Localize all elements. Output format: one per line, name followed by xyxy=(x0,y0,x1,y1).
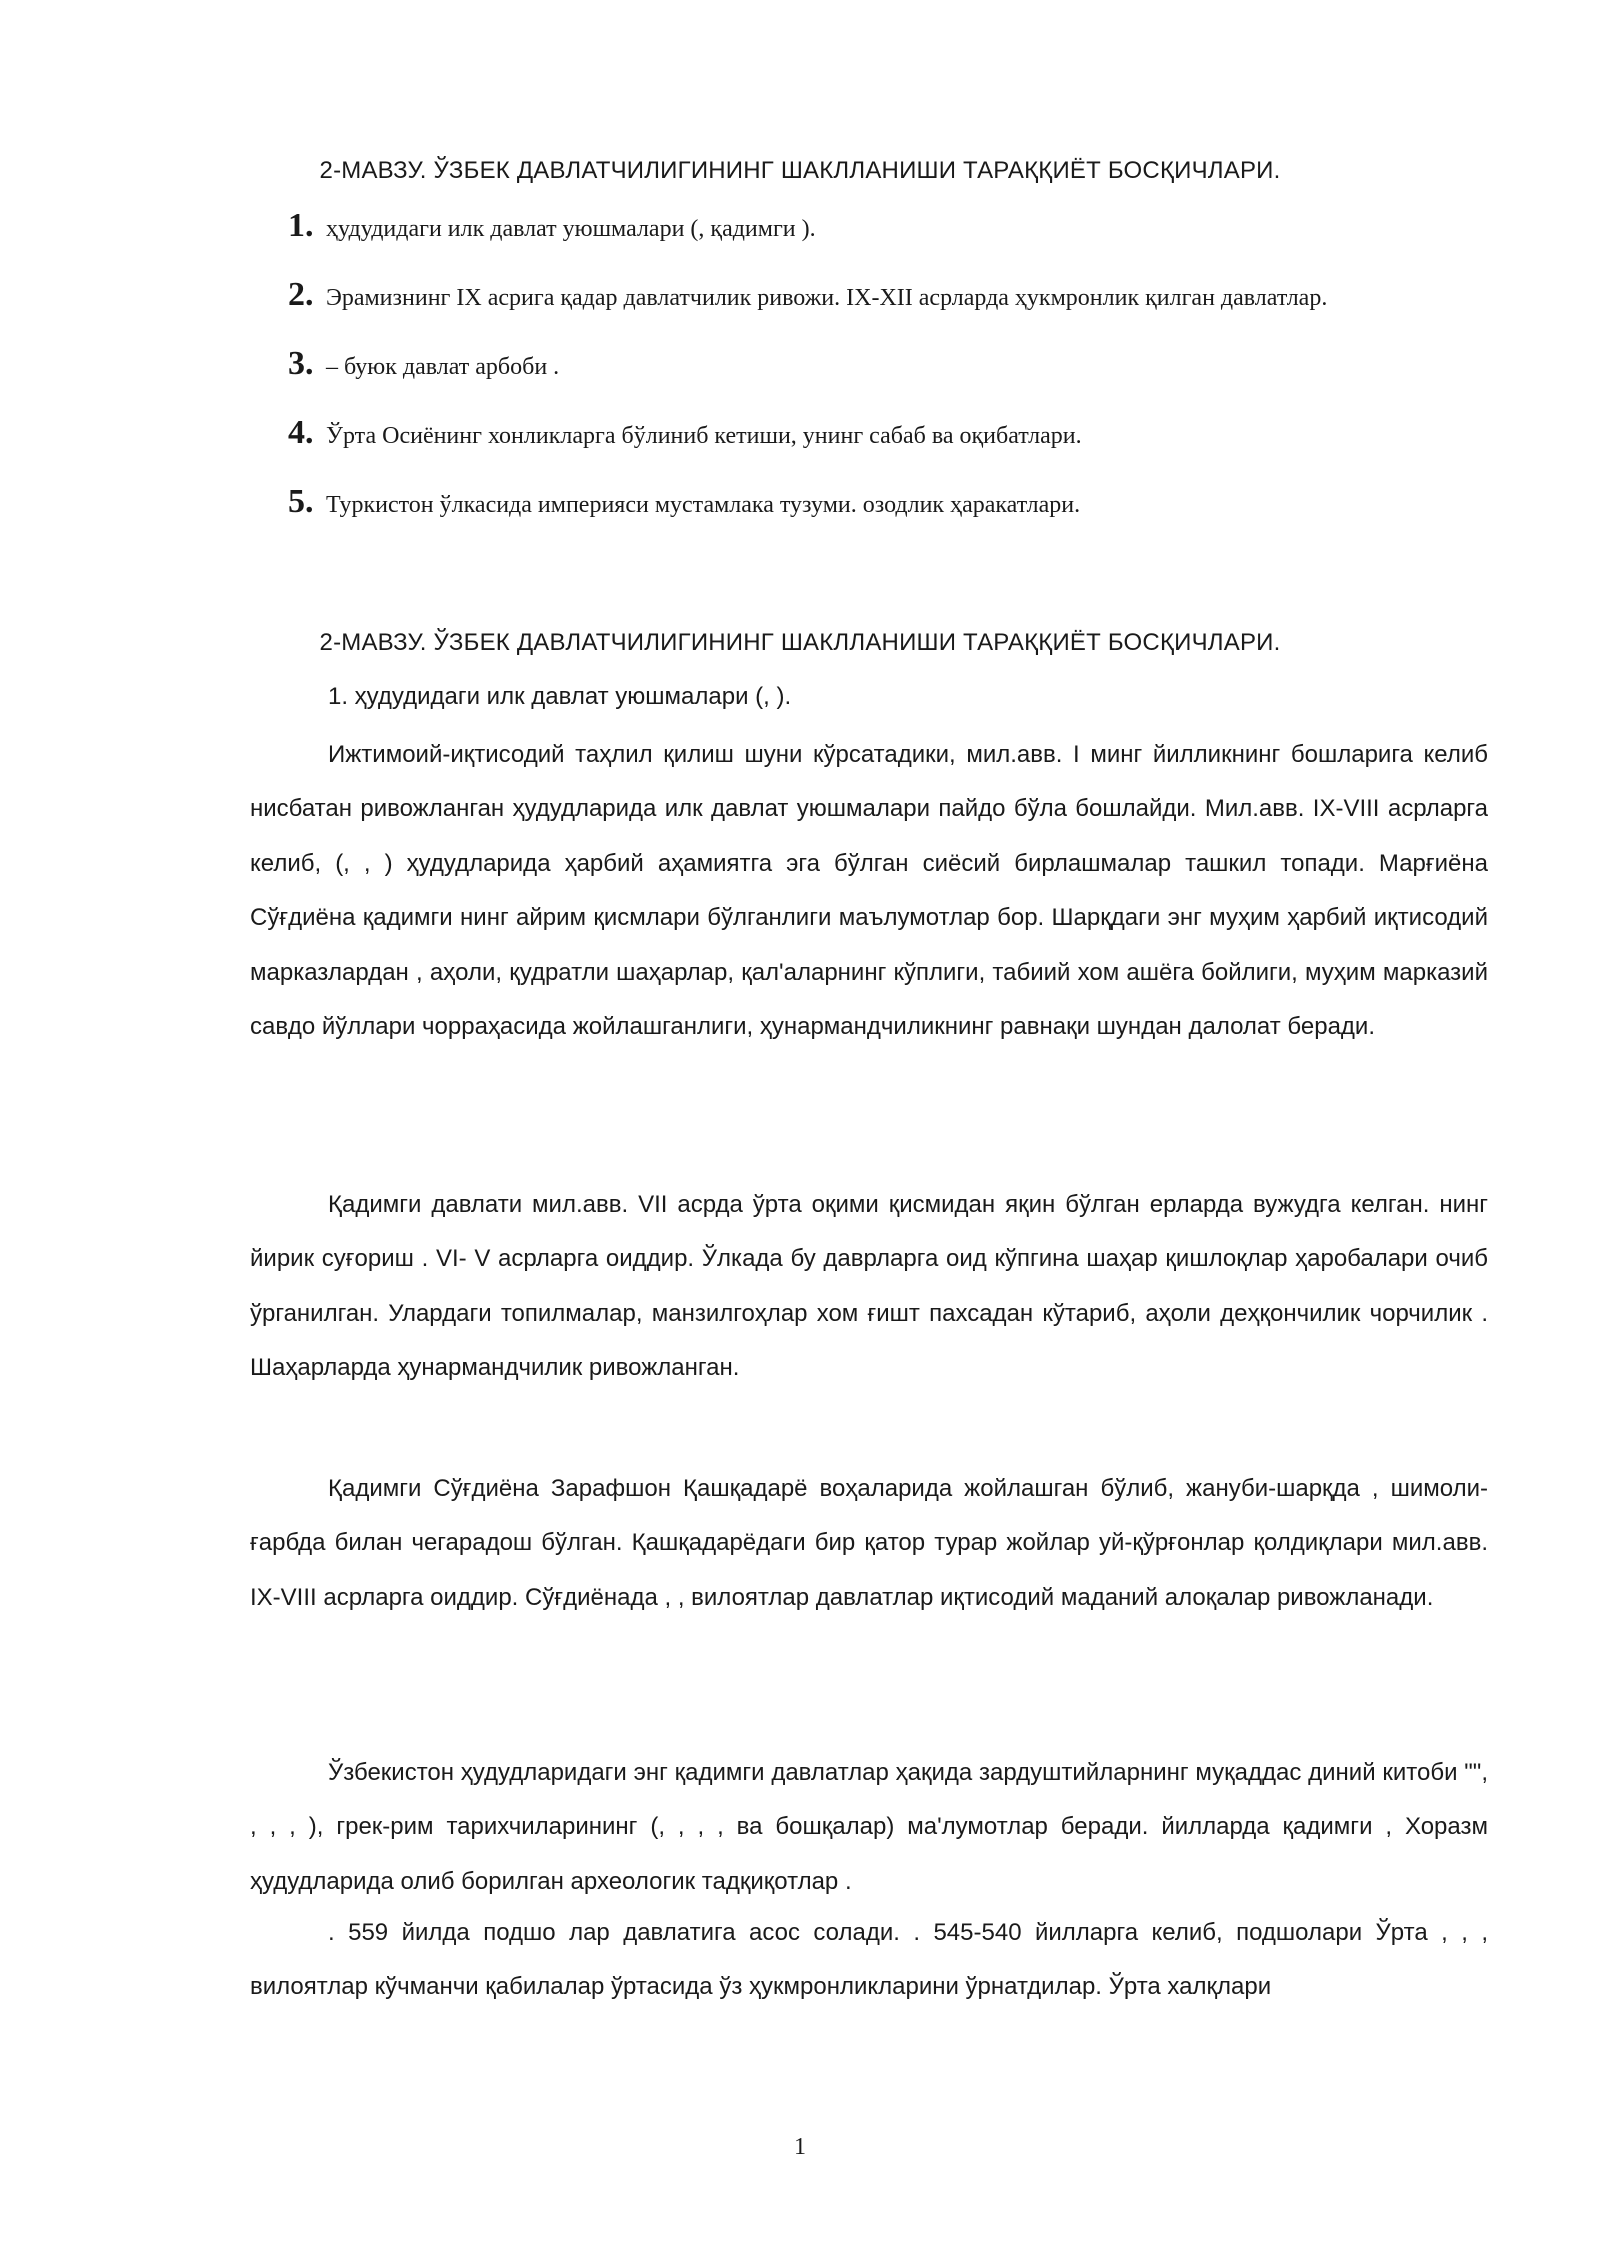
toc-item xyxy=(288,275,1488,344)
toc-item-text: ҳудудидаги илк давлат уюшмалари (, қадимги ). xyxy=(326,216,816,242)
paragraph: Ижтимоий-иқтисодий таҳлил қилиш шуни кўрсатадики, мил.авв. I минг йилликнинг бошларига келиб нисбатан ривожланган ҳудудларида илк давлат уюшмалари пайдо бўла бошлайди. Мил.авв. IX-VIII асрларга келиб, (, , ) ҳудудларида ҳарбий аҳамиятга эга бўлган сиёсий бирлашмалар ташкил топади. Марғиёна Сўғдиёна қадимги нинг айрим қисмлари бўлганлиги маълумотлар бор. Шарқдаги энг муҳим ҳарбий иқтисодий марказлардан , аҳоли, қудратли шаҳарлар, қал'аларнинг кўплиги, табиий хом ашёга бойлиги, муҳим марказий савдо йўллари чорраҳасида жойлашганлиги, ҳунармандчиликнинг равнақи шундан далолат беради. xyxy=(250,741,1488,1041)
toc-item-number: 5. xyxy=(288,483,314,520)
toc-item-number: 4. xyxy=(288,414,314,451)
paragraph: . 559 йилда подшо лар давлатига асос солади. . 545-540 йилларга келиб, подшолари Ўрта , , , вилоятлар кўчманчи қабилалар ўртасида ўз ҳукмронликларини ўрнатдилар. Ўрта халқлари xyxy=(250,1919,1488,2001)
paragraph: Ўзбекистон ҳудудларидаги энг қадимги давлатлар ҳақида зардуштийларнинг муқаддас диний китоби "", , , , ), грек-рим тарихчиларининг (, , , , ва бошқалар) ма'лумотлар беради. йилларда қадимги , Хоразм ҳудудларида олиб борилган археологик тадқиқотлар . xyxy=(250,1759,1488,1895)
toc-item xyxy=(288,206,1488,275)
toc-item-text: Эрамизнинг IX асрига қадар давлатчилик ривожи. IX-XII асрларда ҳукмронлик қилган давлатлар. xyxy=(326,285,1328,311)
toc-item-number: 2. xyxy=(288,276,314,313)
table-of-contents xyxy=(288,206,1488,551)
toc-item-number: 1. xyxy=(288,207,314,244)
toc-item xyxy=(288,413,1488,482)
toc-item-number: 3. xyxy=(288,345,314,382)
page-number: 1 xyxy=(794,2134,806,2160)
paragraph: Қадимги давлати мил.авв. VII асрда ўрта оқими қисмидан яқин бўлган ерларда вужудга келган. нинг йирик суғориш . VI- V асрларга оиддир. Ўлкада бу даврларга оид кўпгина шаҳар қишлоқлар ҳаробалари очиб ўрганилган. Улардаги топилмалар, манзилгоҳлар хом ғишт пахсадан кўтариб, аҳоли деҳқончилик чорчилик . Шаҳарларда ҳунармандчилик ривожланган. xyxy=(250,1191,1488,1382)
toc-item xyxy=(288,482,1488,551)
paragraph: Қадимги Сўғдиёна Зарафшон Қашқадарё воҳаларида жойлашган бўлиб, жануби-шарқда , шимоли-ғарбда билан чегарадош бўлган. Қашқадарёдаги бир қатор турар жойлар уй-қўрғонлар қолдиқлари мил.авв. IX-VIII асрларга оиддир. Сўғдиёнада , , вилоятлар давлатлар иқтисодий маданий алоқалар ривожланади. xyxy=(250,1475,1488,1611)
toc-item-text: – буюк давлат арбоби . xyxy=(326,354,560,380)
toc-item-text: Ўрта Осиёнинг хонликларга бўлиниб кетиши, унинг сабаб ва оқибатлари. xyxy=(326,423,1082,449)
section-subheading: 1. ҳудудидаги илк давлат уюшмалари (, ). xyxy=(328,683,792,710)
toc-item xyxy=(288,344,1488,413)
toc-item-text: Туркистон ўлкасида империяси мустамлака тузуми. озодлик ҳаракатлари. xyxy=(326,492,1081,518)
section-title: 2-МАВЗУ. ЎЗБЕК ДАВЛАТЧИЛИГИНИНГ ШАКЛЛАНИШИ ТАРАҚҚИЁТ БОСҚИЧЛАРИ. xyxy=(319,629,1281,656)
page-title: 2-МАВЗУ. ЎЗБЕК ДАВЛАТЧИЛИГИНИНГ ШАКЛЛАНИШИ ТАРАҚҚИЁТ БОСҚИЧЛАРИ. xyxy=(319,157,1281,184)
